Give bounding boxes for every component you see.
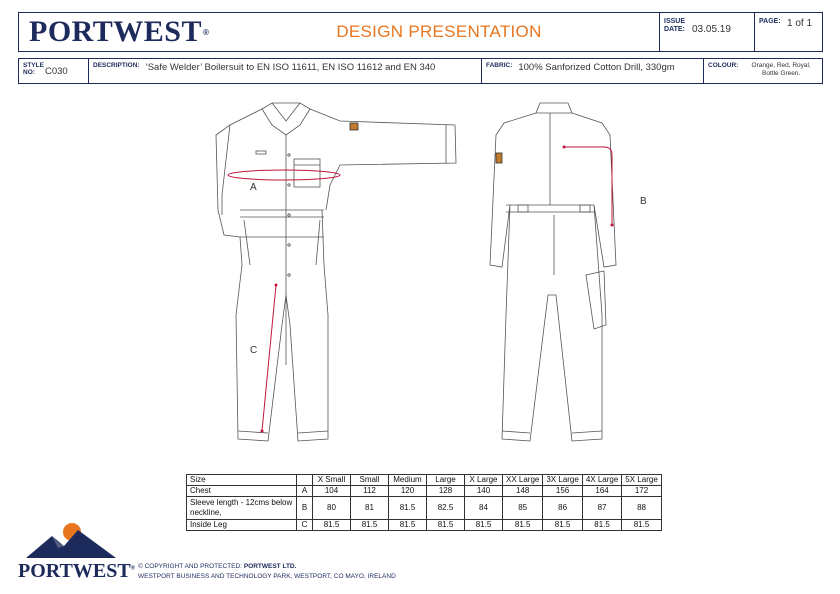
technical-drawing	[200, 95, 680, 455]
issue-date-block	[659, 13, 754, 51]
measure-value: 88	[622, 497, 661, 520]
document-title: DESIGN PRESENTATION	[336, 22, 542, 41]
front-view	[216, 103, 456, 441]
measure-value: 86	[543, 497, 582, 520]
style-cell	[19, 59, 89, 83]
measure-value: 140	[465, 486, 503, 497]
header-bar	[18, 12, 823, 52]
copyright-line	[138, 562, 396, 572]
leg-measure-line	[262, 285, 276, 431]
measure-value: 120	[389, 486, 427, 497]
size-chart-body	[187, 475, 662, 531]
size-column-header: 5X Large	[622, 475, 661, 486]
measure-value: 156	[543, 486, 582, 497]
copyright-owner: PORTWEST LTD.	[243, 563, 297, 570]
measure-value: 80	[313, 497, 351, 520]
footer-brand	[18, 560, 135, 583]
measure-value: 81.5	[622, 520, 661, 531]
measure-value: 81.5	[389, 520, 427, 531]
footer-brand-name: PORTWEST	[18, 560, 131, 582]
style-label: STYLE NO:	[23, 62, 44, 76]
boilersuit-sketch	[200, 95, 680, 455]
description-cell	[89, 59, 482, 83]
size-measure-row	[187, 486, 662, 497]
product-info-row	[18, 58, 823, 84]
measure-value: 81.5	[427, 520, 465, 531]
size-header-row	[187, 475, 662, 486]
measure-code: C	[297, 520, 313, 531]
measure-label-b: B	[640, 196, 647, 207]
fabric-label: FABRIC:	[486, 62, 513, 69]
measure-label-a: A	[250, 182, 257, 193]
back-view	[490, 103, 616, 441]
brand-registered-mark: ®	[202, 27, 210, 37]
measure-code: A	[297, 486, 313, 497]
measure-label-c: C	[250, 345, 258, 356]
measure-value: 81.5	[582, 520, 621, 531]
mountain-sun-icon	[16, 516, 128, 560]
page-label: PAGE:	[759, 18, 781, 25]
measure-value: 82.5	[427, 497, 465, 520]
measure-value: 85	[503, 497, 543, 520]
measure-label: Sleeve length - 12cms below neckline,	[187, 497, 297, 520]
brand-logo	[19, 13, 219, 51]
measure-value: 84	[465, 497, 503, 520]
measure-value: 81.5	[543, 520, 582, 531]
measure-label: Chest	[187, 486, 297, 497]
page-block	[754, 13, 822, 51]
measure-value: 81.5	[313, 520, 351, 531]
company-address: WESTPORT BUSINESS AND TECHNOLOGY PARK, WESTPORT, CO MAYO, IRELAND	[138, 573, 396, 580]
colour-cell	[704, 59, 822, 83]
colour-text: Orange, Red, Royal, Bottle Green.	[751, 62, 811, 77]
size-column-header: Small	[351, 475, 389, 486]
size-column-header: X Large	[465, 475, 503, 486]
measure-value: 81.5	[351, 520, 389, 531]
fabric-text: 100% Sanforized Cotton Drill, 330gm	[518, 62, 675, 73]
colour-label: COLOUR:	[708, 62, 739, 69]
issue-date-label: ISSUE DATE:	[664, 18, 686, 33]
description-label: DESCRIPTION:	[93, 62, 140, 69]
size-column-header: 4X Large	[582, 475, 621, 486]
size-measure-row	[187, 497, 662, 520]
issue-date-value: 03.05.19	[692, 24, 731, 35]
size-column-header: Large	[427, 475, 465, 486]
size-header-label: Size	[187, 475, 297, 486]
measure-value: 104	[313, 486, 351, 497]
style-number: C030	[45, 66, 68, 77]
size-header-code	[297, 475, 313, 486]
size-chart-table	[186, 474, 662, 531]
page-value: 1 of 1	[787, 18, 813, 29]
footer-registered-mark: ®	[130, 565, 136, 572]
measure-value: 172	[622, 486, 661, 497]
measure-value: 81.5	[465, 520, 503, 531]
footer-copyright	[138, 562, 396, 582]
chest-measure-line	[228, 170, 340, 180]
measure-value: 164	[582, 486, 621, 497]
size-column-header: X Small	[313, 475, 351, 486]
copyright-prefix: © COPYRIGHT AND PROTECTED:	[138, 563, 242, 570]
size-column-header: XX Large	[503, 475, 543, 486]
size-column-header: 3X Large	[543, 475, 582, 486]
measure-value: 128	[427, 486, 465, 497]
measure-value: 87	[582, 497, 621, 520]
sleeve-measure-line	[564, 147, 612, 225]
measure-value: 81.5	[503, 520, 543, 531]
measure-value: 148	[503, 486, 543, 497]
description-text: ‘Safe Welder’ Boilersuit to EN ISO 11611, EN ISO 11612 and EN 340	[145, 62, 436, 73]
measure-value: 81	[351, 497, 389, 520]
fabric-cell	[482, 59, 704, 83]
measure-code: B	[297, 497, 313, 520]
brand-name: PORTWEST	[29, 15, 202, 48]
size-measure-row	[187, 520, 662, 531]
size-column-header: Medium	[389, 475, 427, 486]
measure-label: Inside Leg	[187, 520, 297, 531]
measure-value: 81.5	[389, 497, 427, 520]
measure-value: 112	[351, 486, 389, 497]
